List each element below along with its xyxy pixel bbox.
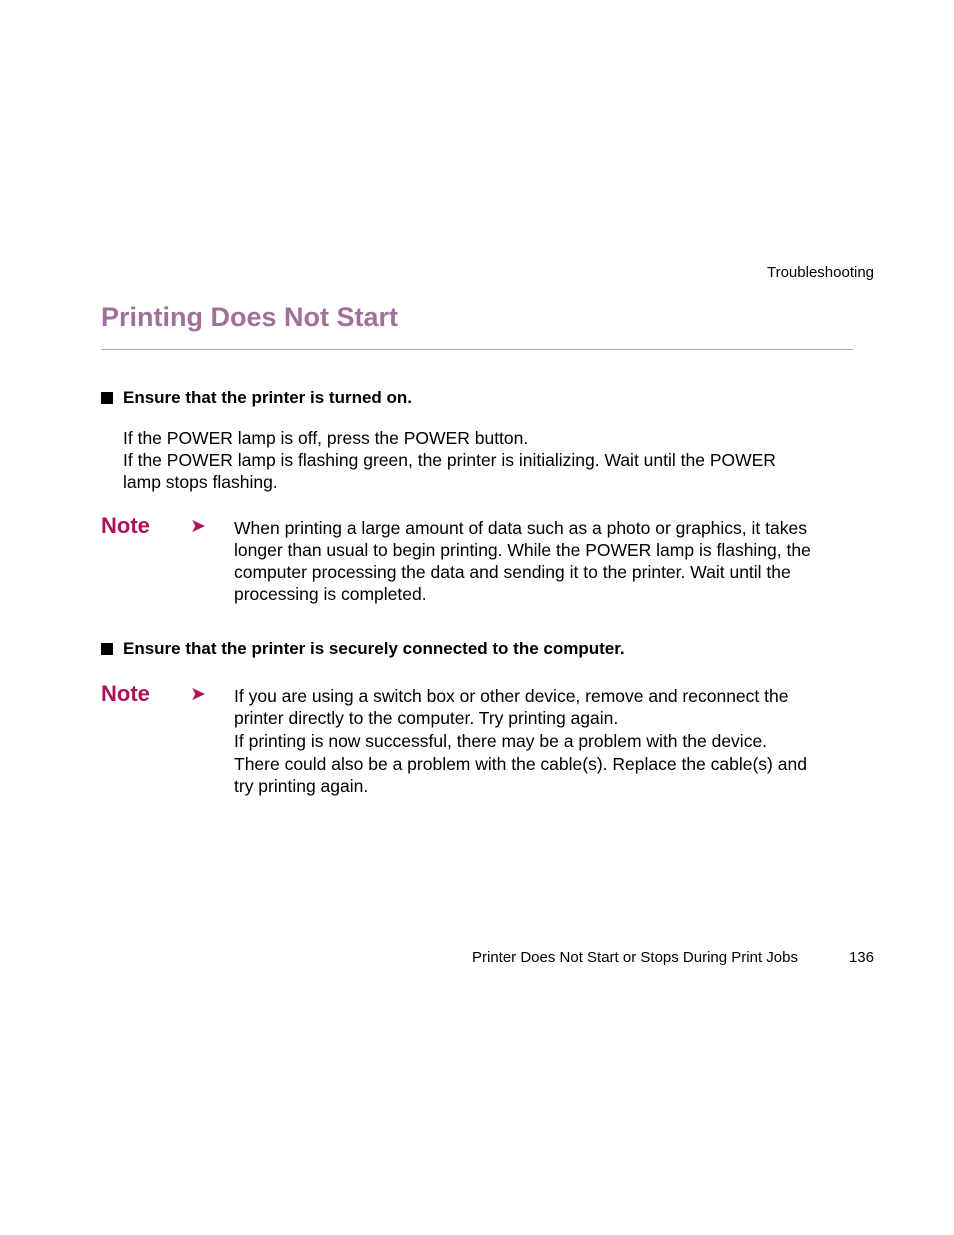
page-title: Printing Does Not Start: [101, 302, 399, 332]
note-line: processing is completed.: [234, 584, 427, 604]
note-line: longer than usual to begin printing. While the POWER lamp is flashing, the: [234, 540, 811, 560]
body-line: lamp stops flashing.: [123, 472, 278, 492]
note-line: computer processing the data and sending it to the printer. Wait until the: [234, 562, 791, 582]
note-line: try printing again.: [234, 776, 369, 796]
note-line: printer directly to the computer. Try printing again.: [234, 708, 619, 728]
note-line: If you are using a switch box or other device, remove and reconnect the: [234, 686, 789, 706]
title-divider: [101, 349, 853, 350]
heading-text: Ensure that the printer is turned on.: [123, 388, 413, 407]
section-header: Troubleshooting: [766, 264, 874, 281]
heading-printer-on: [101, 388, 412, 408]
body-line: If the POWER lamp is flashing green, the printer is initializing. Wait until the POWER: [123, 450, 776, 470]
square-bullet-icon: [101, 392, 113, 404]
note-line: When printing a large amount of data such as a photo or graphics, it takes: [234, 518, 807, 538]
arrow-right-icon: ➤: [190, 516, 206, 537]
note-line: There could also be a problem with the cable(s). Replace the cable(s) and: [234, 754, 807, 774]
power-lamp-instructions: [123, 427, 776, 493]
arrow-right-icon: ➤: [190, 684, 206, 705]
footer-title: Printer Does Not Start or Stops During Print Jobs: [472, 949, 798, 966]
note-line: If printing is now successful, there may be a problem with the device.: [234, 731, 768, 751]
square-bullet-icon: [101, 643, 113, 655]
body-line: If the POWER lamp is off, press the POWER button.: [123, 428, 529, 448]
heading-text: Ensure that the printer is securely connected to the computer.: [123, 639, 625, 658]
note-label: Note: [101, 513, 150, 538]
note-text: [234, 517, 859, 605]
page-number: 136: [848, 949, 874, 966]
note-text: [234, 685, 859, 797]
heading-printer-connected: [101, 639, 625, 659]
note-label: Note: [101, 681, 150, 706]
